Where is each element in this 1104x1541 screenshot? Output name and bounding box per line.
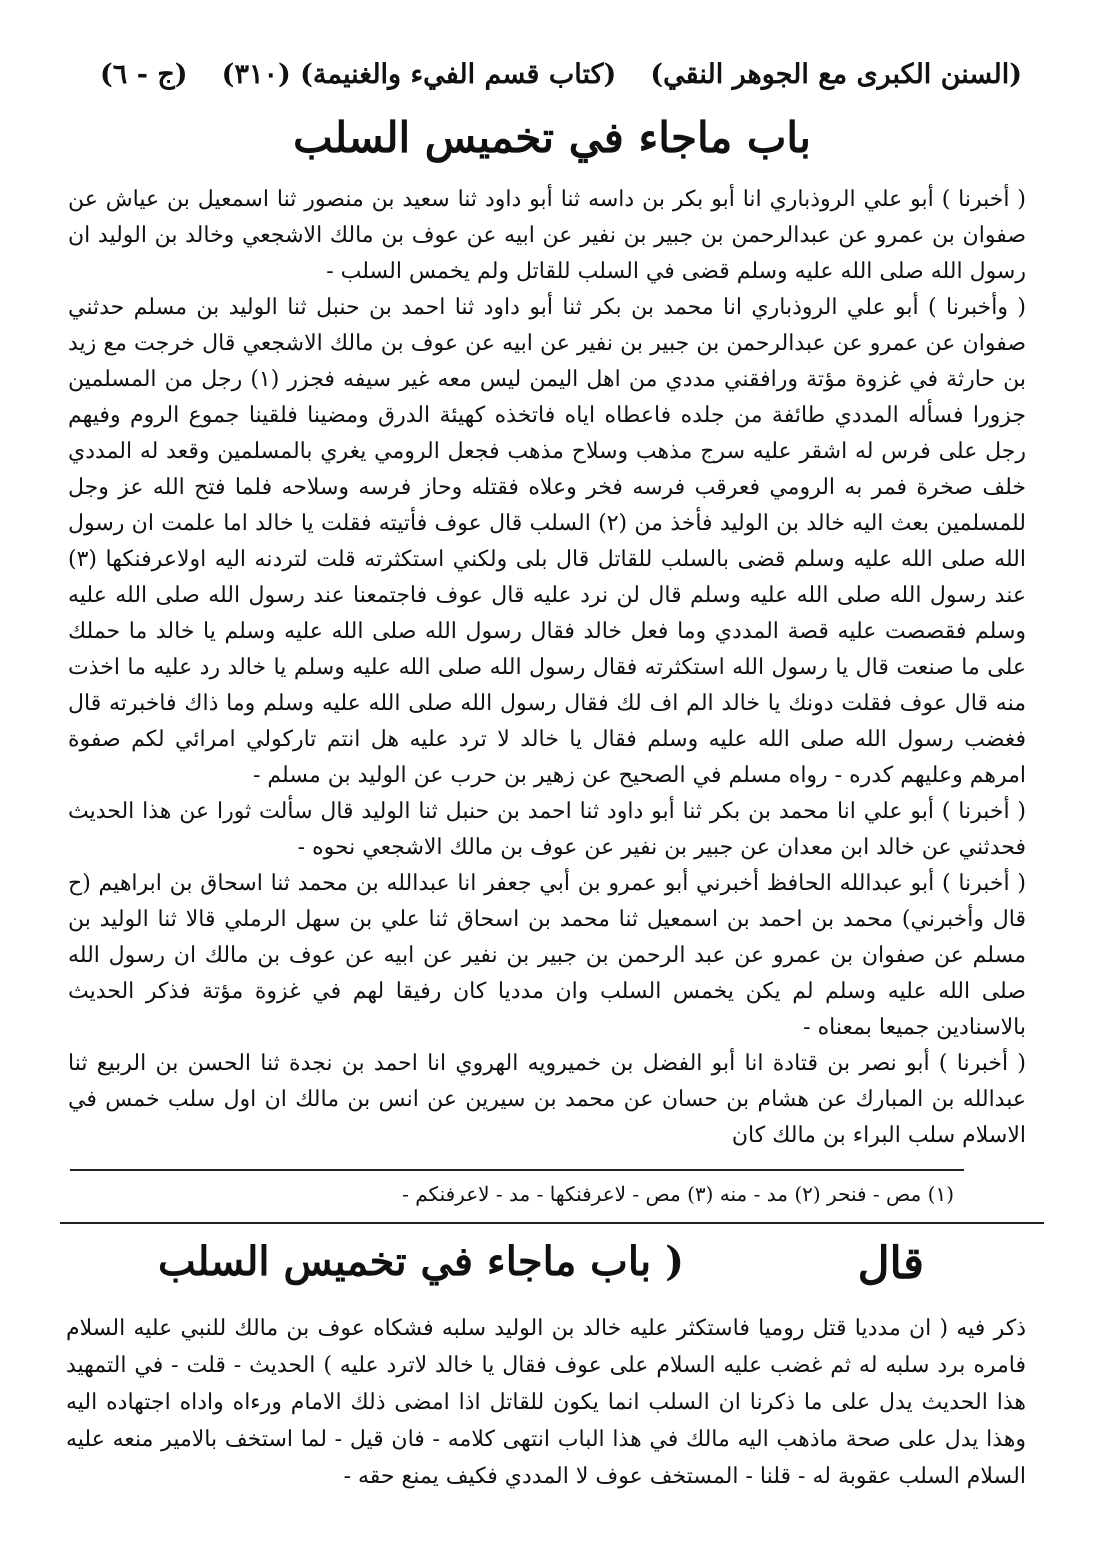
header-volume: (ج - ٦) xyxy=(100,58,188,90)
hadith-paragraph: ( أخبرنا ) أبو علي الروذباري انا أبو بكر بن داسه ثنا أبو داود ثنا سعيد بن منصور ثنا اسمعيل بن عياش عن صفوان بن عمرو عن عبدالرحمن بن جبير بن نفير عن ابيه عن عوف بن مالك الاشجعي وخالد بن الوليد ان رسول الله صلى الله عليه وسلم قضى في السلب للقاتل ولم يخمس السلب - xyxy=(68,187,1026,284)
commentary-text xyxy=(66,1310,1026,1495)
hadith-paragraph: ( أخبرنا ) أبو عبدالله الحافظ أخبرني أبو عمرو بن أبي جعفر انا عبدالله بن محمد ثنا اسحاق بن ابراهيم (ح قال وأخبرني) محمد بن احمد بن اسمعيل ثنا محمد بن اسحاق ثنا علي بن سهل الرملي قالا ثنا الوليد بن مسلم عن صفوان بن عمرو عن عبد الرحمن بن جبير بن نفير عن ابيه عن عوف بن مالك ان رسول الله صلى الله عليه وسلم لم يكن يخمس السلب وان مدديا كان رفيقا لهم في غزوة مؤتة فذكر الحديث بالاسنادين جميعا بمعناه - xyxy=(68,871,1026,1040)
hadith-paragraph: ( وأخبرنا ) أبو علي الروذباري انا محمد بن بكر ثنا أبو داود ثنا احمد بن حنبل ثنا الوليد بن مسلم حدثني صفوان عن عمرو عن عبدالرحمن بن جبير بن نفير عن ابيه عن عوف بن مالك الاشجعي قال خرجت مع زيد بن حارثة في غزوة مؤتة ورافقني مددي من اهل اليمن ليس معه غير سيفه فجزر (١) رجل من المسلمين جزورا فسأله المددي طائفة من جلده فاعطاه اياه فاتخذه كهيئة الدرق ومضينا فلقينا جموع الروم وفيهم رجل على فرس له اشقر عليه سرج مذهب وسلاح مذهب فجعل الرومي يغري بالمسلمين وقعد له المددي خلف صخرة فمر به الرومي فعرقب فرسه فخر وعلاه فقتله وحاز فرسه وسلاحه فلما فتح الله عز وجل للمسلمين بعث اليه خالد بن الوليد فأخذ من (٢) السلب قال عوف فأتيته فقلت يا خالد اما علمت ان رسول الله صلى الله عليه وسلم قضى بالسلب للقاتل قال بلى ولكني استكثرته قلت لتردنه اليه اولاعرفنكها (٣) عند رسول الله صلى الله عليه وسلم قال لن نرد عليه قال عوف فاجتمعنا عند رسول الله صلى الله عليه وسلم فقصصت عليه قصة المددي وما فعل خالد فقال رسول الله صلى الله عليه وسلم يا خالد ما حملك على ما صنعت قال يا رسول الله استكثرته فقال رسول الله صلى الله عليه وسلم يا خالد رد عليه ما اخذت منه قال عوف فقلت دونك يا خالد الم اف لك فقال رسول الله صلى الله عليه وسلم وما ذاك فاخبرته قال فغضب رسول الله صلى الله عليه وسلم فقال يا خالد لا ترد عليه هل انتم تاركولي امرائي لكم صفوة امرهم وعليهم كدره - رواه مسلم في الصحيح عن زهير بن حرب عن الوليد بن مسلم - xyxy=(68,295,1027,788)
commentary-divider xyxy=(60,1222,1044,1224)
commentary-label: قال xyxy=(857,1238,924,1289)
header-book-title: (السنن الكبرى مع الجوهر النقي) xyxy=(650,58,1022,90)
footnote-divider xyxy=(70,1169,964,1171)
header-section-and-page: (كتاب قسم الفيء والغنيمة) (٣١٠) xyxy=(221,58,617,90)
footnote: (١) مص - فنحر (٢) مد - منه (٣) مص - لاعرفنكها - مد - لاعرفنكم - xyxy=(402,1182,954,1206)
hadith-paragraph: ( أخبرنا ) أبو نصر بن قتادة انا أبو الفضل بن خميرويه الهروي انا احمد بن نجدة ثنا الحسن بن الربيع ثنا عبدالله بن المبارك عن هشام بن حسان عن محمد بن سيرين عن انس بن مالك ان اول سلب خمس في الاسلام سلب البراء بن مالك كان xyxy=(68,1051,1026,1148)
main-text xyxy=(68,182,1026,1154)
commentary-paragraph: ذكر فيه ( ان مدديا قتل روميا فاستكثر عليه خالد بن الوليد سلبه فشكاه عوف بن مالك للنبي عليه السلام فامره برد سلبه له ثم غضب عليه السلام على عوف فقال يا خالد لاترد عليه ) الحديث - قلت - في التمهيد هذا الحديث يدل على ما ذكرنا ان السلب انما يكون للقاتل اذا امضى ذلك الامام ورءاه واداه اجتهاده اليه وهذا يدل على صحة ماذهب اليه مالك في هذا الباب انتهى كلامه - فان قيل - لما استخف بالامير منعه عليه السلام السلب عقوبة له - قلنا - المستخف عوف لا المددي فكيف يمنع حقه - xyxy=(66,1316,1026,1489)
commentary-header xyxy=(80,1232,1024,1302)
running-header xyxy=(100,52,1022,96)
commentary-title: ( باب ماجاء في تخميس السلب xyxy=(158,1238,684,1285)
chapter-title: باب ماجاء في تخميس السلب xyxy=(293,113,811,162)
hadith-paragraph: ( أخبرنا ) أبو علي انا محمد بن بكر ثنا أبو داود ثنا احمد بن حنبل ثنا الوليد قال سألت ثورا عن هذا الحديث فحدثني عن خالد ابن معدان عن جبير بن نفير عن عوف بن مالك الاشجعي نحوه - xyxy=(68,799,1026,860)
